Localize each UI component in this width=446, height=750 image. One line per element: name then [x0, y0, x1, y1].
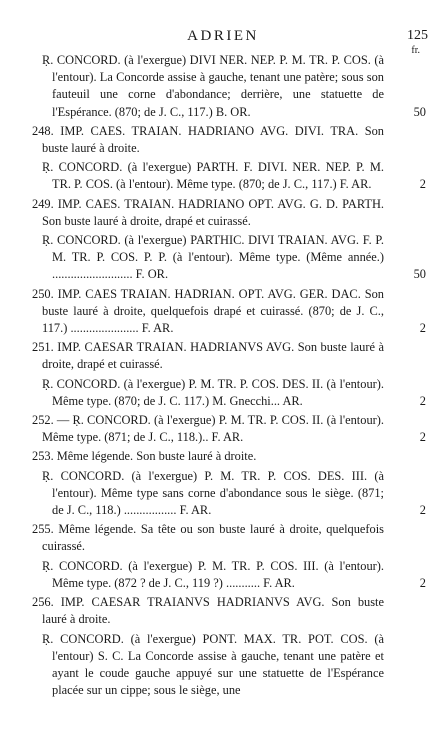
- catalog-entry: [0, 468, 446, 520]
- catalog-entry: [0, 594, 446, 628]
- entry-text: 251. IMP. CAESAR TRAIAN. HADRIANVS AVG. Son buste lauré à droite, drapé et cuirassé.: [32, 340, 384, 372]
- catalog-entry: [0, 448, 446, 465]
- entry-text: 255. Même légende. Sa tête ou son buste lauré à droite, quelquefois cuirassé.: [32, 522, 384, 554]
- catalog-entry: [0, 159, 446, 193]
- entry-text: 252. — Ṛ. CONCORD. (à l'exergue) P. M. TR. P. COS. II. (à l'entour). Même type. (871; de J. C., 118.).. F. AR.: [32, 413, 384, 445]
- catalog-entry: [0, 52, 446, 121]
- entry-text: 248. IMP. CAES. TRAIAN. HADRIANO AVG. DIVI. TRA. Son buste lauré à droite.: [32, 123, 384, 156]
- entry-price: 50: [413, 104, 426, 119]
- entry-price: 2: [419, 177, 426, 192]
- entry-price: 2: [419, 430, 426, 445]
- entry-price: 2: [419, 321, 426, 336]
- catalog-entry: [0, 412, 446, 446]
- entry-text: Ṛ. CONCORD. (à l'exergue) DIVI NER. NEP. P. M. TR. P. COS. (à l'entour). La Concorde assise à gauche, tenant une patère; sous son fauteuil une corne d'abondance; derrière, une statuette de l'Espérance. (870; de J. C., 117.) B. OR.: [42, 53, 384, 119]
- entry-text: 250. IMP. CAES TRAIAN. HADRIAN. OPT. AVG. GER. DAC. Son buste lauré à droite, quelquefois drapé et cuirassé. (870; de J. C., 117.) ...................... F. AR.: [32, 286, 384, 336]
- entry-price: 2: [419, 575, 426, 590]
- catalog-entry: [0, 232, 446, 284]
- catalog-entry: [0, 558, 446, 592]
- entry-text: 256. IMP. CAESAR TRAIANVS HADRIANVS AVG. Son buste lauré à droite.: [32, 595, 384, 627]
- catalog-entry: [0, 286, 446, 338]
- catalog-entries: [0, 52, 446, 701]
- entry-text: Ṛ. CONCORD. (à l'exergue) P. M. TR. P. COS. DES. III. (à l'entour). Même type sans corne d'abondance sous le siège. (871; de J. C., 118.) ................. F. AR.: [42, 468, 384, 518]
- entry-text: 253. Même légende. Son buste lauré à droite.: [32, 449, 257, 464]
- catalog-entry: [0, 123, 446, 157]
- catalog-entry: [0, 339, 446, 373]
- catalog-entry: [0, 196, 446, 230]
- catalog-entry: [0, 376, 446, 410]
- entry-price: 2: [419, 393, 426, 408]
- entry-text: Ṛ. CONCORD. (à l'exergue) PARTH. F. DIVI. NER. NEP. P. M. TR. P. COS. (à l'entour). Même type. (870; de J. C., 117.) F. AR.: [42, 160, 384, 192]
- entry-text: Ṛ. CONCORD. (à l'exergue) P. M. TR. P. COS. DES. II. (à l'entour). Même type. (870; de J. C. 117.) M. Gnecchi... AR.: [42, 376, 384, 408]
- entry-text: 249. IMP. CAES. TRAIAN. HADRIANO OPT. AVG. G. D. PARTH. Son buste lauré à droite, drapé et cuirassé.: [32, 196, 384, 228]
- page-title: ADRIEN: [187, 28, 259, 44]
- page-header: [0, 28, 446, 56]
- entry-text: Ṛ. CONCORD. (à l'exergue) PONT. MAX. TR. POT. COS. (à l'entour) S. C. La Concorde assise à gauche, tenant une patère et ayant le coude gauche appuyé sur une statuette de l'Espérance placée sur un cippe; sous le siège, une: [42, 631, 384, 698]
- entry-price: 50: [413, 267, 426, 282]
- page-number: 125: [407, 28, 428, 43]
- currency-unit: fr.: [411, 45, 420, 56]
- catalog-entry: [0, 631, 446, 700]
- catalog-entry: [0, 521, 446, 555]
- entry-price: 2: [419, 503, 426, 518]
- entry-text: Ṛ. CONCORD. (à l'exergue) PARTHIC. DIVI TRAIAN. AVG. F. P. M. TR. P. COS. P. P. (à l'entour). Même type. (Même année.) .......................... F. OR.: [42, 233, 384, 282]
- entry-text: Ṛ. CONCORD. (à l'exergue) P. M. TR. P. COS. III. (à l'entour). Même type. (872 ? de J. C., 119 ?) ........... F. AR.: [42, 558, 384, 590]
